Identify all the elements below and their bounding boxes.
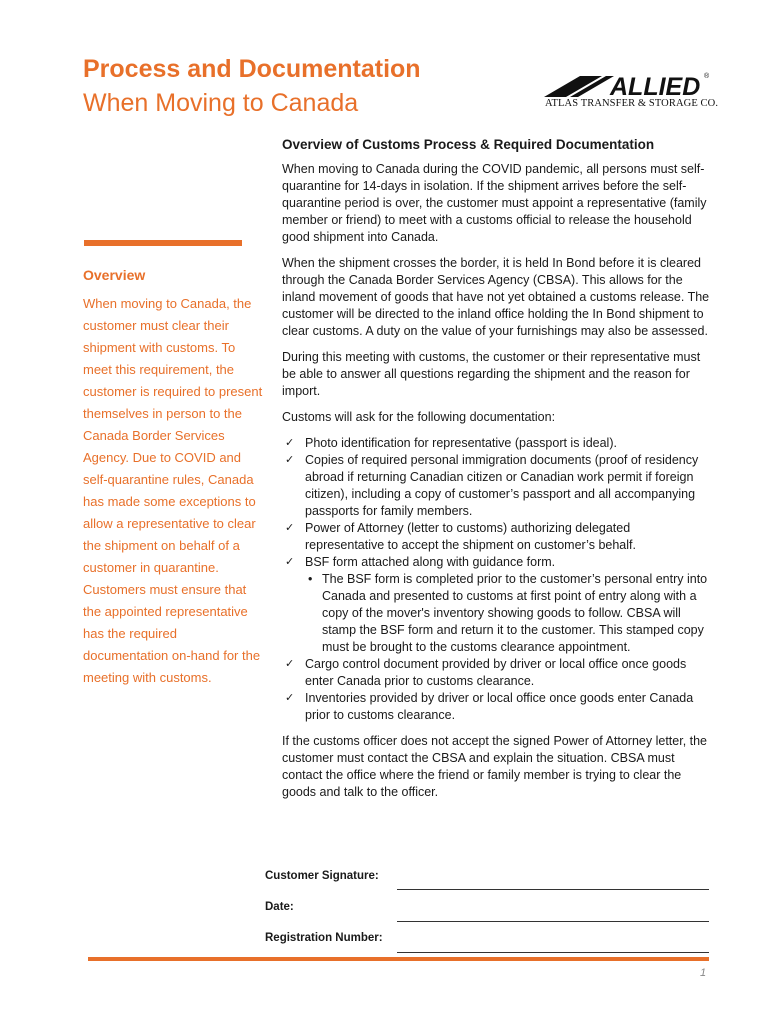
section-heading: Overview of Customs Process & Required Documentation xyxy=(282,137,655,152)
registration-number-line[interactable] xyxy=(397,952,709,953)
main-content xyxy=(282,161,710,810)
logo-subtitle: ATLAS TRANSFER & STORAGE CO. xyxy=(545,98,719,109)
checklist-item-text: Copies of required personal immigration documents (proof of residency abroad if returning Canadian citizen or Canadian work permit if foreign citizen), including a copy of customer’s passport and all accompanying passports for family members. xyxy=(305,453,699,518)
title-line-1: Process and Documentation xyxy=(83,55,421,83)
checklist-item xyxy=(282,452,710,520)
paragraph-in-bond: When the shipment crosses the border, it is held In Bond before it is cleared through the Canada Border Services Agency (CBSA). This allows for the inland movement of goods that have not yet obtained a customs release. The customer will be directed to the inland office holding the In Bond shipment to clear customs. A duty on the value of your furnishings may also be assessed. xyxy=(282,256,710,338)
registration-number-label: Registration Number: xyxy=(265,932,383,944)
checklist-item xyxy=(282,435,710,452)
date-label: Date: xyxy=(265,901,294,913)
checklist-item-text: Power of Attorney (letter to customs) authorizing delegated representative to accept the shipment on customer’s behalf. xyxy=(305,521,636,552)
title-line-2: When Moving to Canada xyxy=(83,89,359,117)
page-number: 1 xyxy=(700,967,707,979)
documentation-checklist xyxy=(282,435,710,724)
paragraph-covid: When moving to Canada during the COVID pandemic, all persons must self-quarantine for 14-days in isolation. If the shipment arrives before the self-quarantine period is over, the customer must appoint a representative (family member or friend) to meet with a customs official to release the household good shipment into Canada. xyxy=(282,162,707,244)
checklist-item xyxy=(282,554,710,656)
checklist-item-text: Cargo control document provided by driver or local office once goods enter Canada prior to customs clearance. xyxy=(305,657,687,688)
footer-accent-bar xyxy=(88,957,709,961)
checklist-item-text: Inventories provided by driver or local office once goods enter Canada prior to customs clearance. xyxy=(305,691,694,722)
checklist-item xyxy=(282,656,710,690)
sidebar-accent-bar xyxy=(84,240,242,246)
checklist-item xyxy=(282,690,710,724)
bsf-subbullets xyxy=(305,571,710,656)
sidebar-title: Overview xyxy=(83,267,146,283)
customer-signature-label: Customer Signature: xyxy=(265,870,379,882)
date-line[interactable] xyxy=(397,921,709,922)
customer-signature-line[interactable] xyxy=(397,889,709,890)
paragraph-meeting: During this meeting with customs, the customer or their representative must be able to answer all questions regarding the shipment and the reason for import. xyxy=(282,350,701,398)
logo-registered-mark: ® xyxy=(704,73,710,80)
checklist-item-text: Photo identification for representative (passport is ideal). xyxy=(305,436,617,450)
checklist-item-text: BSF form attached along with guidance form. xyxy=(305,555,556,569)
checklist-item xyxy=(282,520,710,554)
sidebar-text: When moving to Canada, the customer must clear their shipment with customs. To meet this requirement, the customer is required to present themselves in person to the Canada Border Services Agency. Due to COVID and self-quarantine rules, Canada has made some exceptions to allow a representative to clear the shipment on behalf of a customer in quarantine. Customers must ensure that the appointed representative has the required documentation on-hand for the meeting with customs. xyxy=(83,296,263,685)
logo-wordmark: ALLIED xyxy=(610,73,701,101)
bsf-subbullet: • The BSF form is completed prior to the customer’s personal entry into Canada and presented to customs at first point of entry along with a copy of the mover's inventory showing goods to follow. CBSA will stamp the BSF form and return it to the customer. This stamped copy must be brought to the customs clearance appointment. xyxy=(305,571,710,656)
paragraph-closing: If the customs officer does not accept the signed Power of Attorney letter, the customer must contact the CBSA and explain the situation. CBSA must contact the office where the friend or family member is trying to clear the goods and talk to the officer. xyxy=(282,734,708,799)
paragraph-documentation-intro: Customs will ask for the following documentation: xyxy=(282,410,556,424)
